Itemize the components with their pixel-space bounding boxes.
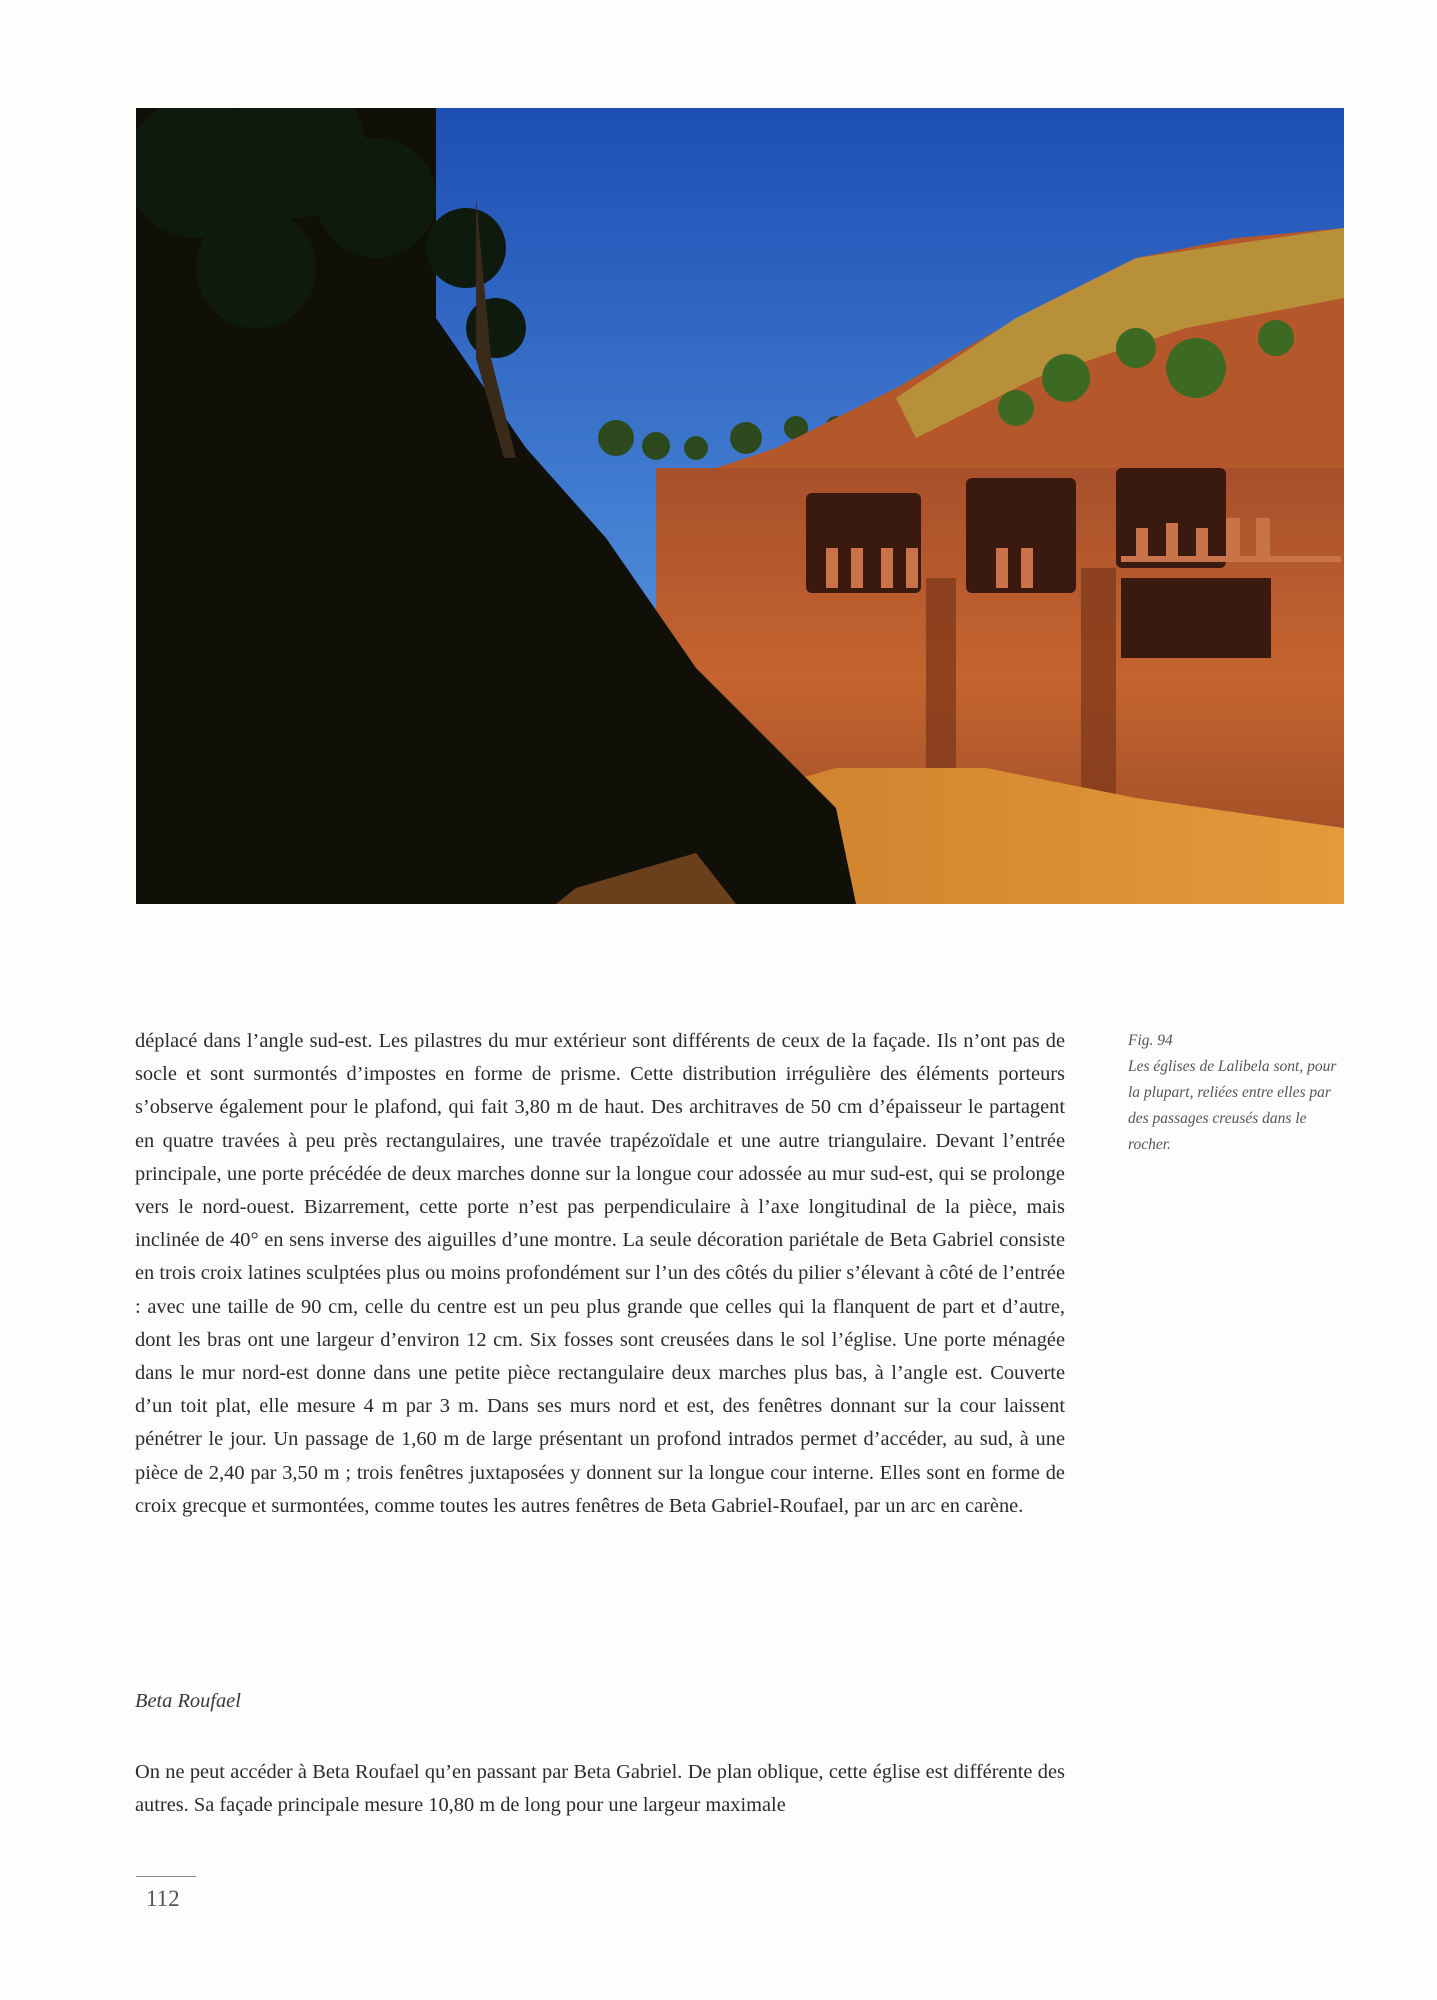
section-heading: Beta Roufael — [135, 1690, 241, 1712]
figure-caption-text: Les églises de Lalibela sont, pour la plupart, reliées entre elles par des passages creusés dans le rocher. — [1128, 1058, 1337, 1153]
footer-rule — [136, 1876, 196, 1877]
page-number: 112 — [146, 1886, 180, 1911]
figure-number: Fig. 94 — [1128, 1032, 1173, 1049]
body-paragraph-1: déplacé dans l’angle sud-est. Les pilastres du mur extérieur sont différents de ceux de la façade. Ils n’ont pas de socle et sont surmontés d’impostes en forme de prisme. Cette distribution irrégulière des éléments porteurs s’observe également pour le plafond, qui fait 3,80 m de haut. Des architraves de 50 cm d’épaisseur le partagent en quatre travées à peu près rectangulaires, une travée trapézoïdale et une autre triangulaire. Devant l’entrée principale, une porte précédée de deux marches donne sur la longue cour adossée au mur sud-est, qui se prolonge vers le nord-ouest. Bizarrement, cette porte n’est pas perpendiculaire à l’axe longitudinal de la pièce, mais inclinée de 40° en sens inverse des aiguilles d’une montre. La seule décoration pariétale de Beta Gabriel consiste en trois croix latines sculptées plus ou moins profondément sur l’un des côtés du pilier s’élevant à côté de l’entrée : avec une taille de 90 cm, celle du centre est un peu plus grande que celles qui la flanquent de part et d’autre, dont les bras ont une largeur d’environ 12 cm. Six fosses sont creusées dans le sol l’église. Une porte ménagée dans le mur nord-est donne dans une petite pièce rectangulaire deux marches plus bas, à l’angle est. Couverte d’un toit plat, elle mesure 4 m par 3 m. Dans ses murs nord et est, des fenêtres donnant sur la cour laissent pénétrer le jour. Un passage de 1,60 m de large présentant un profond intrados permet d’accéder, au sud, à une pièce de 2,40 par 3,50 m ; trois fenêtres juxtaposées y donnent sur la longue cour interne. Elles sont en forme de croix grecque et surmontées, comme toutes les autres fenêtres de Beta Gabriel-Roufael, par un arc en carène. — [135, 1030, 1065, 1517]
rock-church-photo — [136, 108, 1344, 904]
figure-caption — [1128, 1028, 1348, 1158]
body-paragraph-2: On ne peut accéder à Beta Roufael qu’en passant par Beta Gabriel. De plan oblique, cette église est différente des autres. Sa façade principale mesure 10,80 m de long pour une largeur maximale — [135, 1761, 1065, 1817]
photograph — [136, 108, 1344, 904]
